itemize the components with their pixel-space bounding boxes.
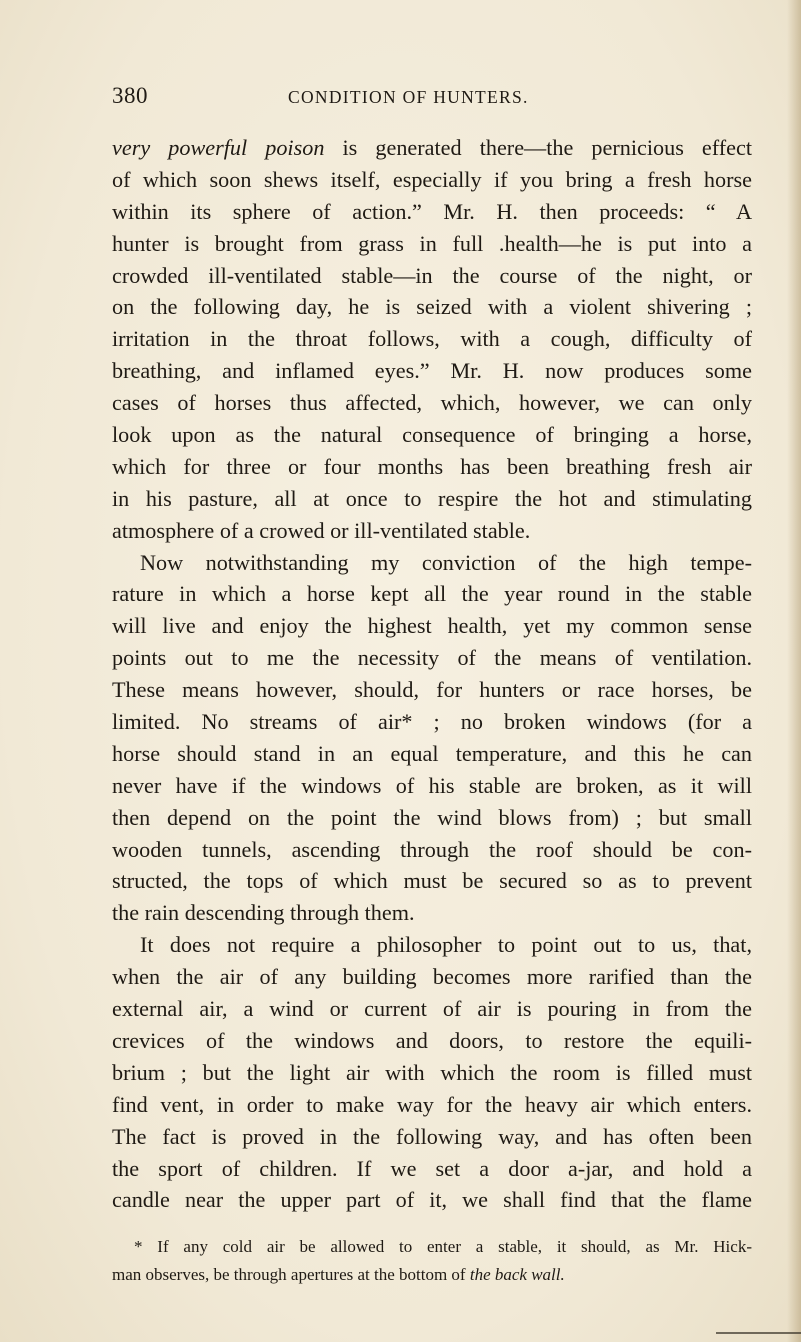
- text-line: points out to me the necessity of the means of ventilation.: [112, 645, 752, 671]
- text-line: look upon as the natural consequence of bringing a horse,: [112, 422, 752, 448]
- paragraph-start: Now notwithstanding my conviction of the high tempe-: [140, 549, 752, 575]
- page-edge-shadow: [787, 0, 801, 1342]
- footnote: [112, 1233, 752, 1289]
- text-line: external air, a wind or current of air is pouring in from the: [112, 996, 752, 1022]
- text-line: structed, the tops of which must be secured so as to prevent: [112, 868, 752, 894]
- text-line: irritation in the throat follows, with a cough, difficulty of: [112, 326, 752, 352]
- text-line: then depend on the point the wind blows from) ; but small: [112, 804, 752, 830]
- text-line: horse should stand in an equal temperature, and this he can: [112, 740, 752, 766]
- text-line: crevices of the windows and doors, to restore the equili-: [112, 1027, 752, 1053]
- text-line: rature in which a horse kept all the year round in the stable: [112, 581, 752, 607]
- italic-phrase: the back wall.: [469, 1265, 565, 1284]
- text-line: brium ; but the light air with which the room is filled must: [112, 1059, 752, 1085]
- body-text: [112, 132, 752, 1216]
- footnote-line: * If any cold air be allowed to enter a stable, it should, as Mr. Hick-: [134, 1237, 752, 1256]
- text-line: the sport of children. If we set a door a-jar, and hold a: [112, 1155, 752, 1181]
- paragraph-start: It does not require a philosopher to point out to us, that,: [140, 932, 752, 958]
- text-line: wooden tunnels, ascending through the roof should be con-: [112, 836, 752, 862]
- text-line: crowded ill-ventilated stable—in the course of the night, or: [112, 262, 752, 288]
- running-head: CONDITION OF HUNTERS.: [288, 87, 529, 107]
- italic-phrase: very powerful poison: [112, 135, 325, 160]
- text-line: in his pasture, all at once to respire the hot and stimulating: [112, 485, 752, 511]
- text-line: which for three or four months has been breathing fresh air: [112, 453, 752, 479]
- text-line: limited. No streams of air* ; no broken windows (for a: [112, 709, 752, 735]
- page-bottom-rule: [716, 1332, 801, 1334]
- text-line: hunter is brought from grass in full .health—he is put into a: [112, 230, 752, 256]
- text-line: will live and enjoy the highest health, yet my common sense: [112, 613, 752, 639]
- text-line: within its sphere of action.” Mr. H. then proceeds: “ A: [112, 198, 752, 224]
- text-line: The fact is proved in the following way, and has often been: [112, 1123, 752, 1149]
- text-line: the rain descending through them.: [112, 900, 415, 926]
- text-line: on the following day, he is seized with a violent shivering ;: [112, 294, 752, 320]
- text-line: never have if the windows of his stable are broken, as it will: [112, 772, 752, 798]
- text-line: of which soon shews itself, especially if you bring a fresh horse: [112, 166, 752, 192]
- text-line: find vent, in order to make way for the heavy air which enters.: [112, 1091, 752, 1117]
- page-number: 380: [112, 83, 148, 108]
- page-header: [112, 83, 752, 113]
- text-line: candle near the upper part of it, we shall find that the flame: [112, 1187, 752, 1213]
- text-line: very powerful poison is generated there—the pernicious effect: [112, 135, 753, 160]
- text-line: These means however, should, for hunters or race horses, be: [112, 677, 752, 703]
- text-line: breathing, and inflamed eyes.” Mr. H. now produces some: [112, 358, 752, 384]
- text-line: cases of horses thus affected, which, however, we can only: [112, 390, 752, 416]
- text-line: atmosphere of a crowed or ill-ventilated stable.: [112, 517, 531, 543]
- footnote-line: man observes, be through apertures at the bottom of the back wall.: [112, 1265, 565, 1284]
- text-line: when the air of any building becomes more rarified than the: [112, 964, 752, 990]
